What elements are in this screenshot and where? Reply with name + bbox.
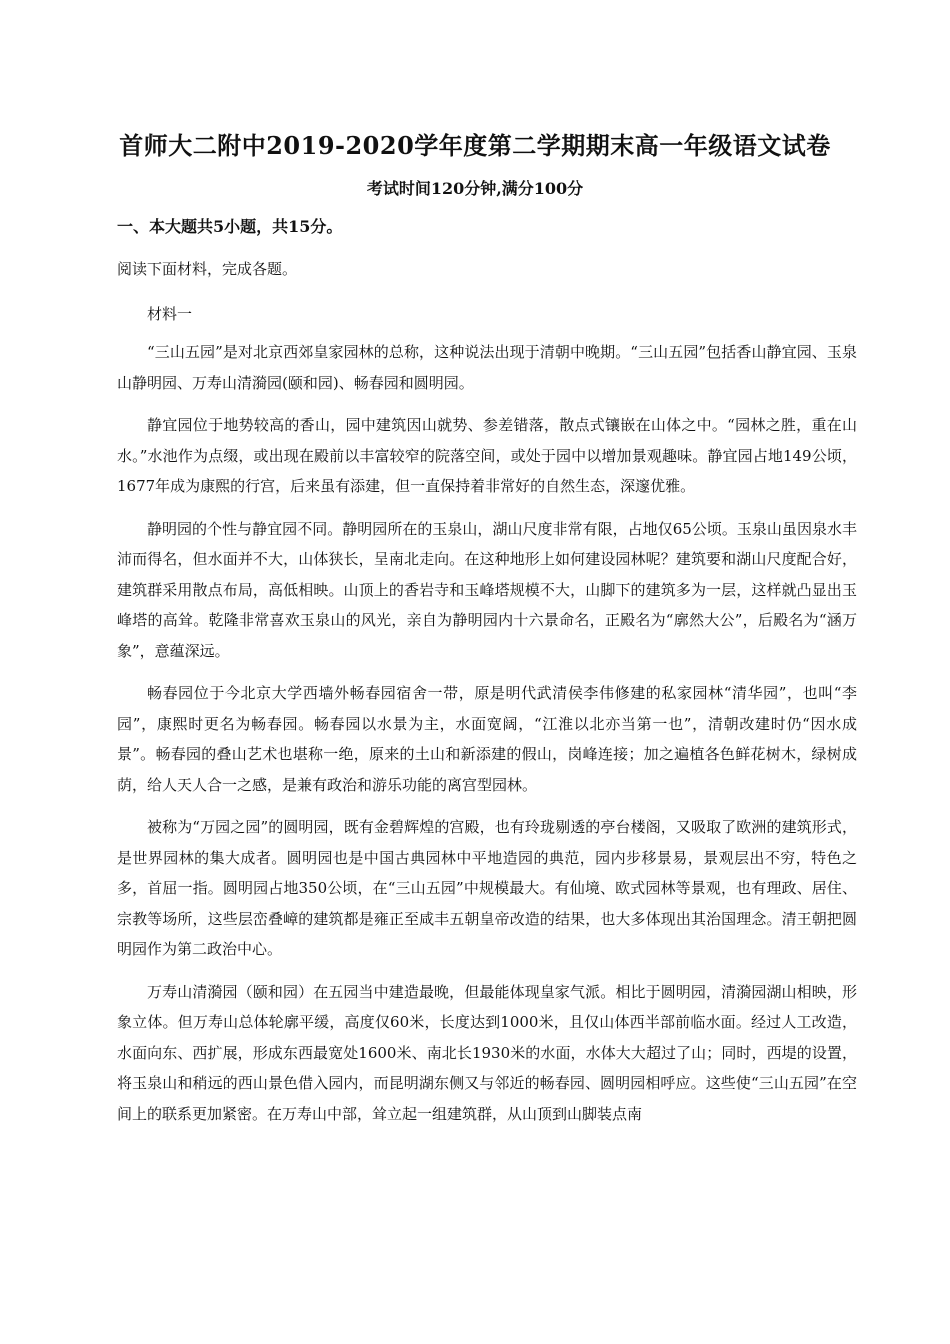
paragraph-qingyi-garden: 万寿山清漪园（颐和园）在五园当中建造最晚，但最能体现皇家气派。相比于圆明园，清漪园湖山相映，形象立体。但万寿山总体轮廓平缓，高度仅60米，长度达到1000米，且仅山体西半部前临水面。经过人工改造，水面向东、西扩展，形成东西最宽处1600米、南北长1930米的水面，水体大大超过了山；同时，西堤的设置，将玉泉山和稍远的西山景色借入园内，而昆明湖东侧又与邻近的畅春园、圆明园相呼应。这些使“三山五园”在空间上的联系更加紧密。在万寿山中部，耸立起一组建筑群，从山顶到山脚装点南 bbox=[117, 982, 857, 1123]
paragraph-jingyi-garden: 静宜园位于地势较高的香山，园中建筑因山就势、参差错落，散点式镶嵌在山体之中。“园林之胜，重在山水。”水池作为点缀，或出现在殿前以丰富较窄的院落空间，或处于园中以增加景观趣味。静宜园占地149公顷，1677年成为康熙的行宫，后来虽有添建，但一直保持着非常好的自然生态，深邃优雅。 bbox=[117, 416, 857, 495]
paragraph-yuanming-garden: 被称为“万园之园”的圆明园，既有金碧辉煌的宫殿，也有玲珑剔透的亭台楼阁，又吸取了欧洲的建筑形式，是世界园林的集大成者。圆明园也是中国古典园林中平地造园的典范，园内步移景易，景观层出不穷，特色之多，首屈一指。圆明园占地350公顷，在“三山五园”中规模最大。有仙境、欧式园林等景观，也有理政、居住、宗教等场所，这些层峦叠嶂的建筑都是雍正至咸丰五朝皇帝改造的结果，也大多体现出其治国理念。清王朝把圆明园作为第二政治中心。 bbox=[117, 818, 857, 958]
exam-subtitle: 考试时间120分钟,满分100分 bbox=[366, 179, 584, 198]
reading-instruction: 阅读下面材料，完成各题。 bbox=[117, 260, 298, 278]
section-heading: 一、本大题共5小题，共15分。 bbox=[117, 217, 343, 236]
material-body bbox=[117, 337, 857, 1141]
paragraph-jingming-garden: 静明园的个性与静宜园不同。静明园所在的玉泉山，湖山尺度非常有限，占地仅65公顷。玉泉山虽因泉水丰沛而得名，但水面并不大，山体狭长，呈南北走向。在这种地形上如何建设园林呢？建筑要和湖山尺度配合好，建筑群采用散点布局，高低相映。山顶上的香岩寺和玉峰塔规模不大，山脚下的建筑多为一层，这样就凸显出玉峰塔的高耸。乾隆非常喜欢玉泉山的风光，亲自为静明园内十六景命名，正殿名为“廓然大公”，后殿名为“涵万象”，意蕴深远。 bbox=[117, 519, 857, 660]
material-label: 材料一 bbox=[147, 305, 193, 323]
paragraph-changchun-garden: 畅春园位于今北京大学西墙外畅春园宿舍一带，原是明代武清侯李伟修建的私家园林“清华园”，也叫“李园”，康熙时更名为畅春园。畅春园以水景为主，水面宽阔，“江淮以北亦当第一也”，清朝改建时仍“因水成景”。畅春园的叠山艺术也堪称一绝，原来的土山和新添建的假山，岗峰连接；加之遍植各色鲜花树木，绿树成荫，给人天人合一之感，是兼有政治和游乐功能的离宫型园林。 bbox=[117, 684, 857, 794]
exam-title: 首师大二附中2019-2020学年度第二学期期末高一年级语文试卷 bbox=[119, 131, 831, 160]
paragraph-intro: “三山五园”是对北京西郊皇家园林的总称，这种说法出现于清朝中晚期。“三山五园”包括香山静宜园、玉泉山静明园、万寿山清漪园(颐和园)、畅春园和圆明园。 bbox=[117, 343, 857, 392]
